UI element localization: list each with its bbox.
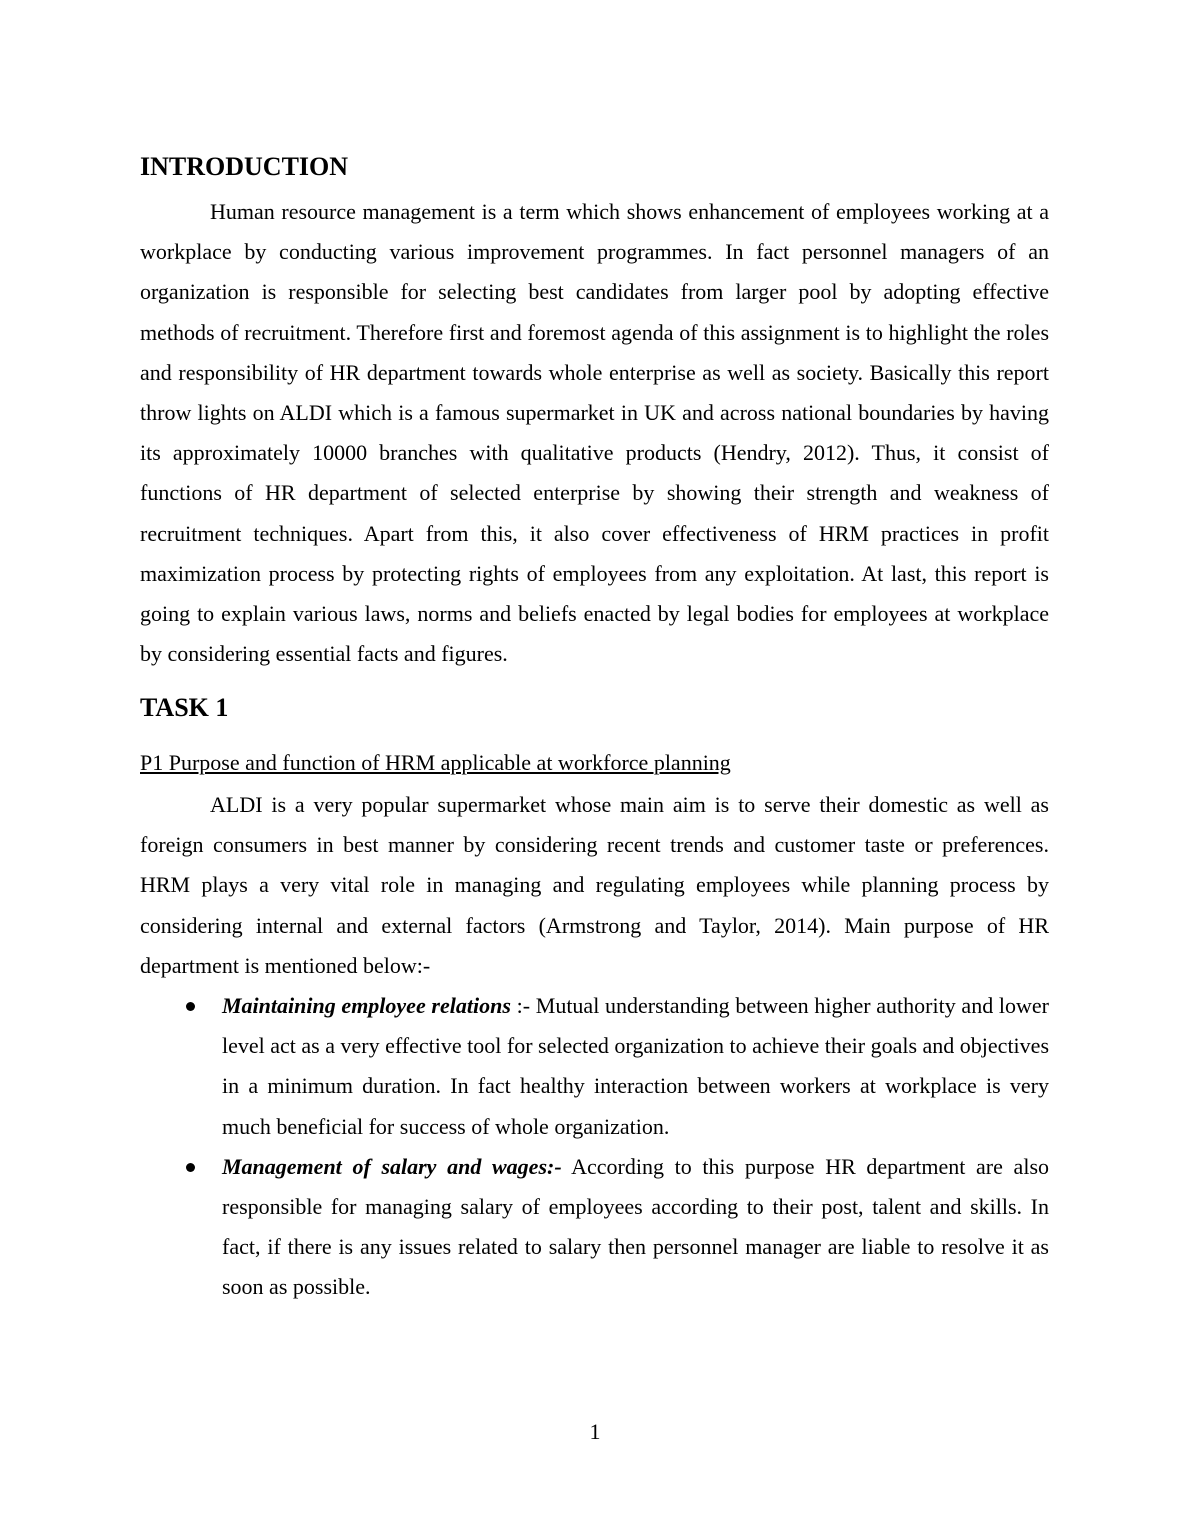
hr-purpose-list	[140, 986, 1049, 1308]
bullet-icon	[186, 1002, 195, 1011]
page-number: 1	[589, 1419, 601, 1444]
bullet-text: :- Mutual understanding between higher authority and lower level act as a very effective tool for selected organization to achieve their goals and objectives in a minimum duration. In fact healthy interaction between workers at workplace is very much beneficial for success of whole organization.	[222, 993, 1049, 1139]
introduction-heading: INTRODUCTION	[140, 152, 349, 181]
introduction-paragraph: Human resource management is a term which shows enhancement of employees working at a workplace by conducting various improvement programmes. In fact personnel managers of an organization is responsible for selecting best candidates from larger pool by adopting effective methods of recruitment. Therefore first and foremost agenda of this assignment is to highlight the roles and responsibility of HR department towards whole enterprise as well as society. Basically this report throw lights on ALDI which is a famous supermarket in UK and across national boundaries by having its approximately 10000 branches with qualitative products (Hendry, 2012). Thus, it consist of functions of HR department of selected enterprise by showing their strength and weakness of recruitment techniques. Apart from this, it also cover effectiveness of HRM practices in profit maximization process by protecting rights of employees from any exploitation. At last, this report is going to explain various laws, norms and beliefs enacted by legal bodies for employees at workplace by considering essential facts and figures.	[140, 199, 1049, 667]
list-item	[140, 986, 1049, 1147]
list-item	[140, 1147, 1049, 1308]
bullet-title: Maintaining employee relations	[222, 993, 511, 1018]
p1-subheading: P1 Purpose and function of HRM applicable at workforce planning	[140, 750, 731, 775]
bullet-icon	[186, 1163, 195, 1172]
task-1-heading: TASK 1	[140, 693, 229, 722]
bullet-title: Management of salary and wages:-	[222, 1153, 562, 1179]
aldi-paragraph: ALDI is a very popular supermarket whose main aim is to serve their domestic as well as foreign consumers in best manner by considering recent trends and customer taste or preferences. HRM plays a very vital role in managing and regulating employees while planning process by considering internal and external factors (Armstrong and Taylor, 2014). Main purpose of HR department is mentioned below:-	[140, 792, 1049, 978]
bullet-text: According to this purpose HR department are also responsible for managing salary of employees according to their post, talent and skills. In fact, if there is any issues related to salary then personnel manager are liable to resolve it as soon as possible.	[222, 1153, 1049, 1300]
